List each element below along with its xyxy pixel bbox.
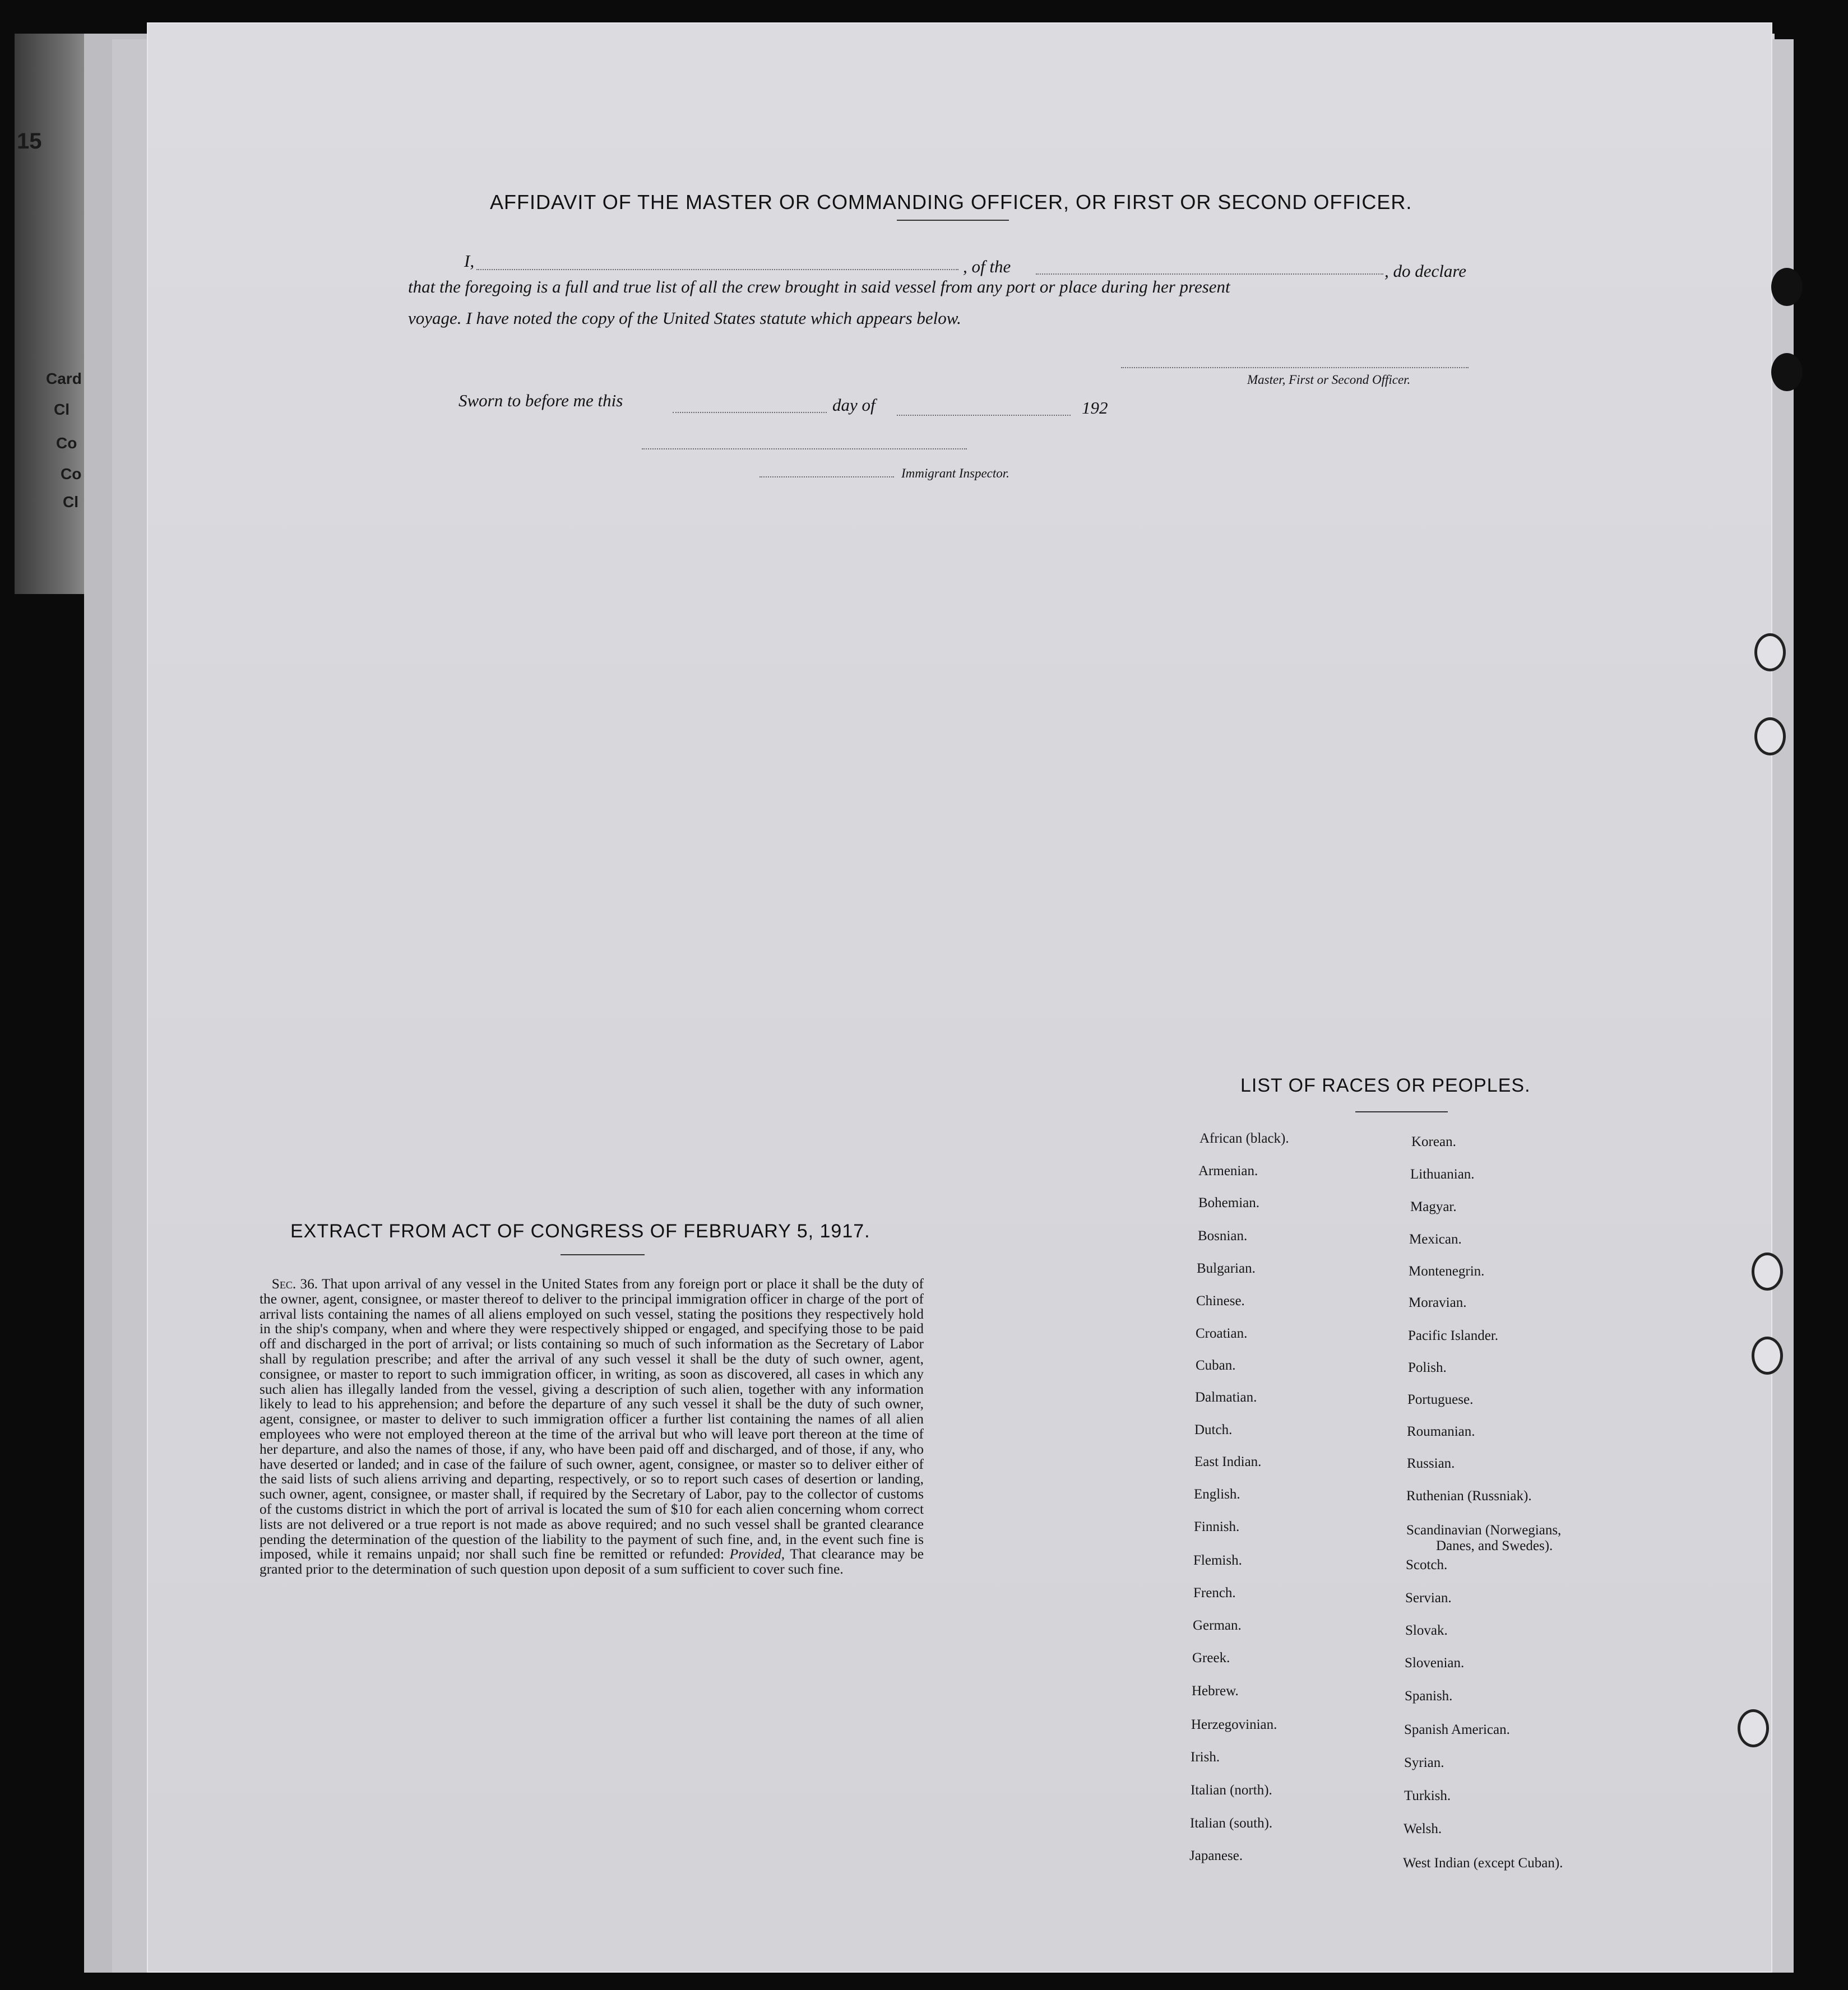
race-item: Flemish.	[1193, 1553, 1242, 1568]
race-item: Italian (north).	[1191, 1783, 1272, 1798]
edge-fragment: Cl	[54, 401, 70, 418]
title-rule	[561, 1254, 645, 1255]
extract-title: EXTRACT FROM ACT OF CONGRESS OF FEBRUARY 5, 1917.	[290, 1221, 870, 1242]
edge-fragment: Cl	[63, 493, 78, 511]
declaration-line: that the foregoing is a full and true list of all the crew brought in said vessel from any port or place during her present	[408, 277, 1230, 296]
edge-number: 15	[17, 129, 42, 154]
race-item: Portuguese.	[1407, 1392, 1474, 1407]
master-name-field[interactable]	[476, 269, 958, 270]
race-item: Chinese.	[1196, 1293, 1245, 1309]
section-label: Sec. 36.	[271, 1276, 318, 1292]
edge-fragment: Card	[46, 370, 82, 387]
race-item: Dalmatian.	[1195, 1390, 1257, 1405]
vessel-name-field[interactable]	[1036, 273, 1383, 275]
race-item: Herzegovinian.	[1191, 1717, 1277, 1732]
race-item: Armenian.	[1198, 1163, 1258, 1179]
race-item: Slovenian.	[1405, 1655, 1465, 1671]
sworn-label: Sworn to before me this	[458, 391, 623, 410]
punch-hole	[1752, 1253, 1783, 1291]
affidavit-i-label: I,	[464, 251, 475, 271]
punch-hole	[1754, 633, 1786, 671]
race-item: Russian.	[1407, 1456, 1455, 1471]
do-declare-label: , do declare	[1384, 261, 1467, 281]
race-item: Moravian.	[1409, 1295, 1467, 1310]
master-signature-field[interactable]	[1121, 367, 1469, 368]
punch-hole	[1771, 353, 1803, 391]
race-item: Pacific Islander.	[1408, 1328, 1499, 1343]
master-signature-label: Master, First or Second Officer.	[1247, 373, 1411, 387]
inspector-label: Immigrant Inspector.	[901, 466, 1009, 480]
day-of-label: day of	[832, 395, 876, 415]
race-item: Montenegrin.	[1409, 1264, 1485, 1279]
race-item: Irish.	[1191, 1750, 1220, 1765]
race-item: Ruthenian (Russniak).	[1406, 1488, 1532, 1504]
race-item: Bohemian.	[1198, 1195, 1260, 1210]
inspector-signature-field[interactable]	[759, 476, 894, 477]
race-item: East Indian.	[1194, 1454, 1262, 1469]
race-item: Syrian.	[1404, 1755, 1444, 1770]
race-item: French.	[1193, 1585, 1236, 1601]
title-rule	[897, 220, 1009, 221]
year-label: 192	[1082, 398, 1108, 418]
title-rule	[1355, 1111, 1448, 1112]
races-title: LIST OF RACES OR PEOPLES.	[1240, 1075, 1531, 1096]
sworn-day-field[interactable]	[673, 412, 827, 413]
race-item: Dutch.	[1194, 1422, 1233, 1437]
edge-fragment: Co	[56, 434, 77, 452]
punch-hole	[1754, 717, 1786, 755]
affidavit-title: AFFIDAVIT OF THE MASTER OR COMMANDING OFFICER, OR FIRST OR SECOND OFFICER.	[490, 191, 1412, 214]
punch-hole	[1771, 268, 1803, 306]
statute-body: That upon arrival of any vessel in the United States from any foreign port or place it shall be the duty of the owner, agent, consignee, or master thereof to deliver to the principal immigration officer in charge of the port of arrival lists containing the names of all aliens employed on such vessel, stating the positions they respectively hold in the ship's company, when and where they were respectively shipped or engaged, and specifying those to be paid off and discharged in the port of arrival; or lists containing so much of such information as the Secretary of Labor shall by regulation prescribe; and after the arrival of any such vessel it shall be the duty of such owner, agent, consignee, or master to report to such immigration officer, in writing, as soon as discovered, all cases in which any such alien has illegally landed from the vessel, giving a description of such alien, together with any information likely to lead to his apprehension; and before the departure of any such vessel it shall be the duty of such owner, agent, consignee, or master to deliver to such immigration officer a further list containing the names of all alien employees who were not employed thereon at the time of the arrival but who will leave port thereon at the time of her departure, and also the names of those, if any, who have been paid off and discharged, and of those, if any, who have deserted or landed; and in case of the failure of such owner, agent, consignee, or master so to deliver either of the said lists of such aliens arriving and departing, respectively, or so to report such cases of desertion or landing, such owner, agent, consignee, or master shall, if required by the Secretary of Labor, pay to the collector of customs of the customs district in which the port of arrival is located the sum of $10 for each alien concerning whom correct lists are not delivered or a true report is not made as above required; and no such vessel shall be granted clearance pending the determination of the question of the liability to the payment of such fine, and, in the event such fine is imposed, while it remains unpaid; nor shall such fine be remitted or refunded:	[260, 1276, 924, 1562]
race-item: Cuban.	[1196, 1358, 1236, 1373]
race-item: English.	[1194, 1487, 1240, 1502]
race-item: Danes, and Swedes).	[1436, 1538, 1553, 1553]
race-item: Turkish.	[1404, 1788, 1451, 1803]
race-item: Magyar.	[1410, 1199, 1457, 1214]
race-item: Polish.	[1408, 1360, 1447, 1375]
race-item: Greek.	[1192, 1650, 1230, 1666]
race-item: Mexican.	[1409, 1232, 1462, 1247]
race-item: German.	[1193, 1618, 1242, 1633]
race-item: Hebrew.	[1192, 1683, 1239, 1699]
race-item: Japanese.	[1189, 1848, 1243, 1863]
race-item: Bulgarian.	[1197, 1261, 1256, 1276]
statute-text	[260, 1277, 924, 1577]
punch-hole	[1738, 1709, 1769, 1747]
provided-label: Provided,	[729, 1546, 785, 1562]
race-item: Roumanian.	[1407, 1424, 1475, 1439]
race-item: Scotch.	[1406, 1557, 1448, 1572]
race-item: Servian.	[1405, 1590, 1452, 1606]
race-item: African (black).	[1199, 1131, 1289, 1146]
edge-fragment: Co	[61, 465, 82, 483]
sworn-month-field[interactable]	[897, 415, 1071, 416]
statute-tail: That clearance may be granted prior to the determination of such question upon deposit of a sum sufficient to cover such fine.	[260, 1546, 924, 1578]
race-item: Italian (south).	[1190, 1816, 1273, 1831]
race-item: Bosnian.	[1198, 1228, 1248, 1244]
race-item: Finnish.	[1194, 1519, 1240, 1534]
inspector-signature-field[interactable]	[642, 448, 967, 449]
race-item: Welsh.	[1404, 1821, 1442, 1836]
race-item: Scandinavian (Norwegians,	[1406, 1523, 1562, 1538]
race-item: Lithuanian.	[1410, 1167, 1475, 1182]
race-item: Spanish.	[1405, 1689, 1453, 1704]
race-item: Spanish American.	[1404, 1722, 1510, 1737]
race-item: West Indian (except Cuban).	[1403, 1856, 1563, 1871]
declaration-line: voyage. I have noted the copy of the United States statute which appears below.	[408, 308, 961, 328]
race-item: Slovak.	[1405, 1623, 1448, 1638]
of-the-label: , of the	[963, 257, 1011, 276]
race-item: Korean.	[1411, 1134, 1456, 1149]
race-item: Croatian.	[1196, 1326, 1248, 1341]
punch-hole	[1752, 1337, 1783, 1375]
